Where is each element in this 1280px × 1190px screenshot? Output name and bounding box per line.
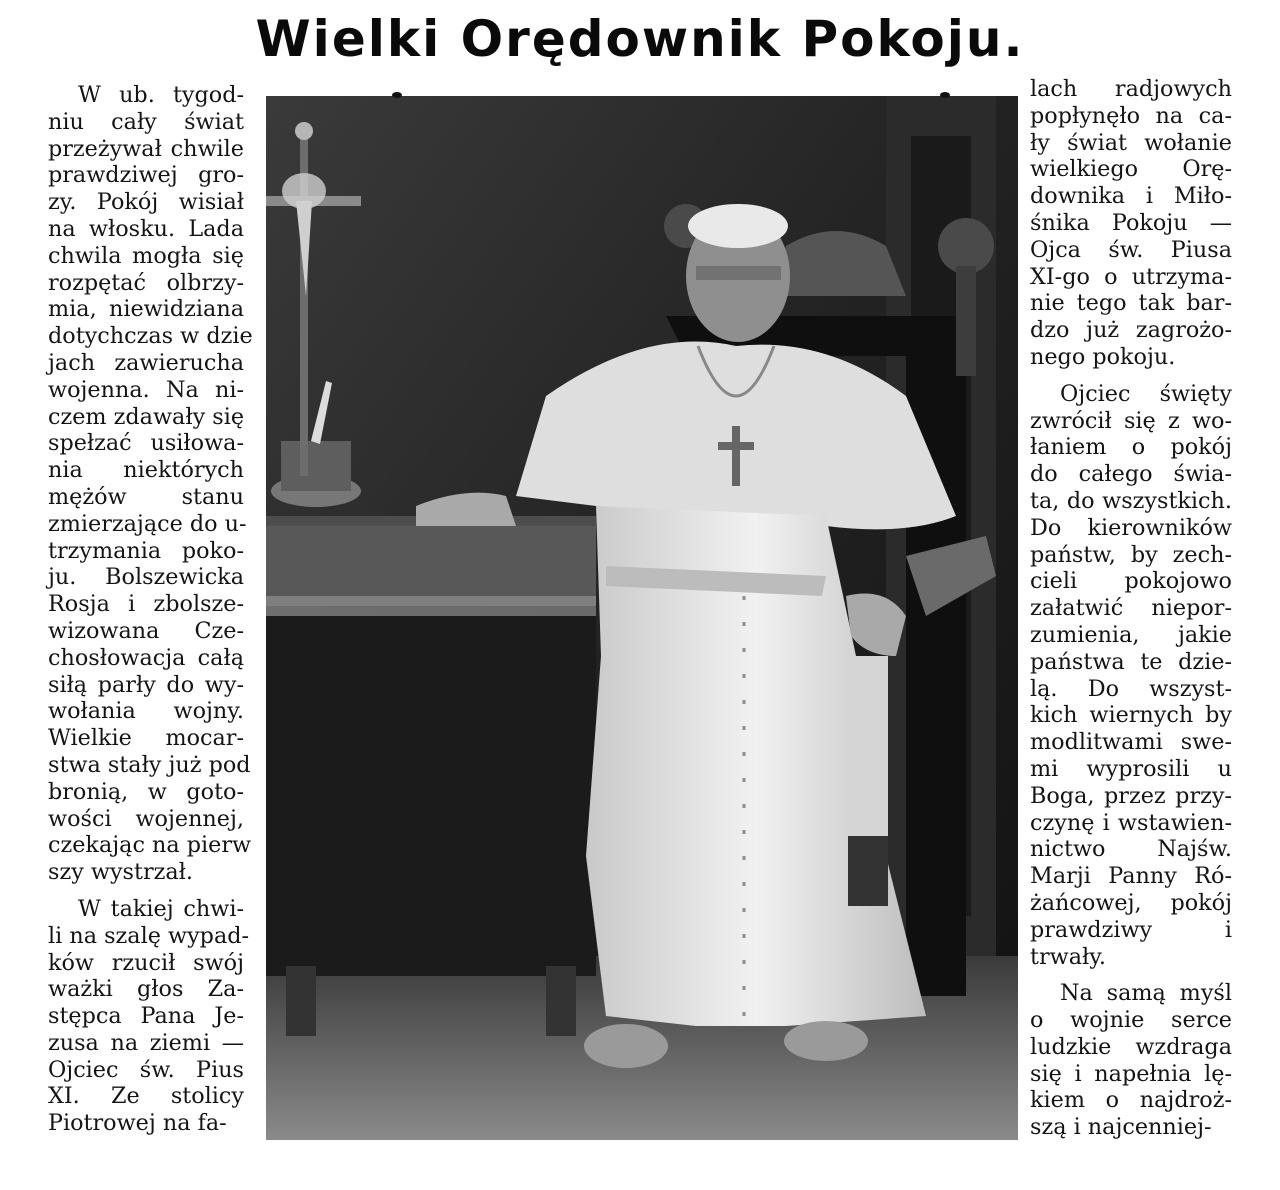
text-line: downika i Miło- [1030,183,1232,210]
text-line: kich wiernych by [1030,702,1232,729]
text-line: nego pokoju. [1030,343,1176,370]
text-line: stępca Pana Je- [48,1003,244,1030]
text-line: W takiej chwi- [78,895,244,922]
text-line: zy. Pokój wisiał [48,189,244,216]
text-line: kiem o najdroż- [1030,1087,1232,1114]
text-line: ków rzucił swój [48,949,244,976]
left-text-column [48,82,253,1137]
text-line: ważki głos Za- [48,976,244,1003]
text-line: zmierzające do u- [48,510,247,537]
text-line: szy wystrzał. [48,859,193,886]
text-line: W ub. tygod- [78,82,244,108]
text-line: mężów stanu [48,483,244,510]
text-line: XI. Ze stolicy [48,1083,244,1110]
text-line: XI-go o utrzyma- [1030,263,1232,290]
text-line: trzymania poko- [48,537,244,564]
text-line: Wielkie mocar- [48,725,244,752]
text-line: Ojciec św. Pius [48,1056,244,1083]
text-line: modlitwami swe- [1030,729,1232,756]
text-line: czynę i wstawien- [1030,809,1232,836]
text-line: zwrócił się z wo- [1030,407,1232,434]
text-line: zusa na ziemi — [48,1029,244,1056]
text-line: wojenna. Na ni- [48,376,244,403]
text-line: mi wyprosili u [1030,755,1232,782]
text-line: Do kierowników [1030,514,1232,541]
text-line: li na szalę wypad- [48,922,250,949]
text-line: na włosku. Lada [48,215,244,242]
text-line: Marji Panny Ró- [1030,863,1232,890]
text-line: państwa te dzie- [1030,648,1232,675]
text-line: jach zawierucha [48,349,244,376]
text-line: Boga, przez przy- [1030,782,1232,809]
text-line: o wojnie serce [1030,1007,1232,1034]
text-line: nie tego tak bar- [1030,290,1232,317]
text-line: żańcowej, pokój [1030,889,1232,916]
text-line: przeżywał chwile [48,135,244,162]
text-line: się i napełnia lę- [1030,1060,1232,1087]
text-line: stwa stały już pod [48,751,251,778]
text-line: mia, niewidziana [48,296,244,323]
text-line: załatwić niepor- [1030,595,1232,622]
text-line: szą i najcenniej- [1030,1114,1212,1141]
paragraph-gap [1030,970,1232,980]
text-line: prawdziwy i [1030,916,1232,943]
text-line: wizowana Cze- [48,617,244,644]
text-line: państw, by zech- [1030,541,1232,568]
text-line: czem zdawały się [48,403,245,430]
ornament-dot [392,92,402,98]
pope-photograph [266,96,1018,1140]
text-line: Ojciec święty [1060,380,1232,407]
text-line: ta, do wszystkich. [1030,487,1232,514]
text-line: niu cały świat [48,108,244,135]
text-line: spełzać usiłowa- [48,430,244,457]
text-line: ludzkie wzdraga [1030,1033,1232,1060]
text-line: Piotrowej na fa- [48,1110,227,1137]
text-line: czekając na pierw [48,832,252,859]
text-line: Na samą myśl [1060,980,1232,1007]
text-line: lą. Do wszyst- [1030,675,1232,702]
text-line: zumienia, jakie [1030,621,1232,648]
text-line: chwila mogła się [48,242,244,269]
right-text-column [1030,76,1232,1141]
text-line: Rosja i zbolsze- [48,591,244,618]
text-line: Ojca św. Piusa [1030,236,1232,263]
text-line: łaniem o pokój [1030,434,1232,461]
ornament-dot [940,92,950,98]
text-line: lach radjowych [1030,76,1232,102]
text-line: prawdziwej gro- [48,162,244,189]
text-line: śnika Pokoju — [1030,209,1232,236]
text-line: bronią, w goto- [48,778,244,805]
text-line: wołania wojny. [48,698,244,725]
text-line: popłynęło na ca- [1030,102,1232,129]
text-line: dzo już zagrożo- [1030,317,1232,344]
text-line: wości wojennej, [48,805,244,832]
text-line: wielkiego Orę- [1030,156,1232,183]
text-line: ju. Bolszewicka [48,564,244,591]
text-line: nictwo Najśw. [1030,836,1232,863]
text-line: do całego świa- [1030,461,1232,488]
text-line: dotychczas w dzie [48,323,253,350]
text-line: siłą parły do wy- [48,671,244,698]
article-title: Wielki Orędownik Pokoju. [255,10,1025,68]
paragraph-gap [48,886,244,896]
paragraph-gap [1030,371,1232,381]
text-line: rozpętać olbrzy- [48,269,244,296]
text-line: ły świat wołanie [1030,129,1232,156]
text-line: trwały. [1030,943,1106,970]
text-line: chosłowacja całą [48,644,244,671]
text-line: nia niektórych [48,457,244,484]
text-line: cieli pokojowo [1030,568,1232,595]
